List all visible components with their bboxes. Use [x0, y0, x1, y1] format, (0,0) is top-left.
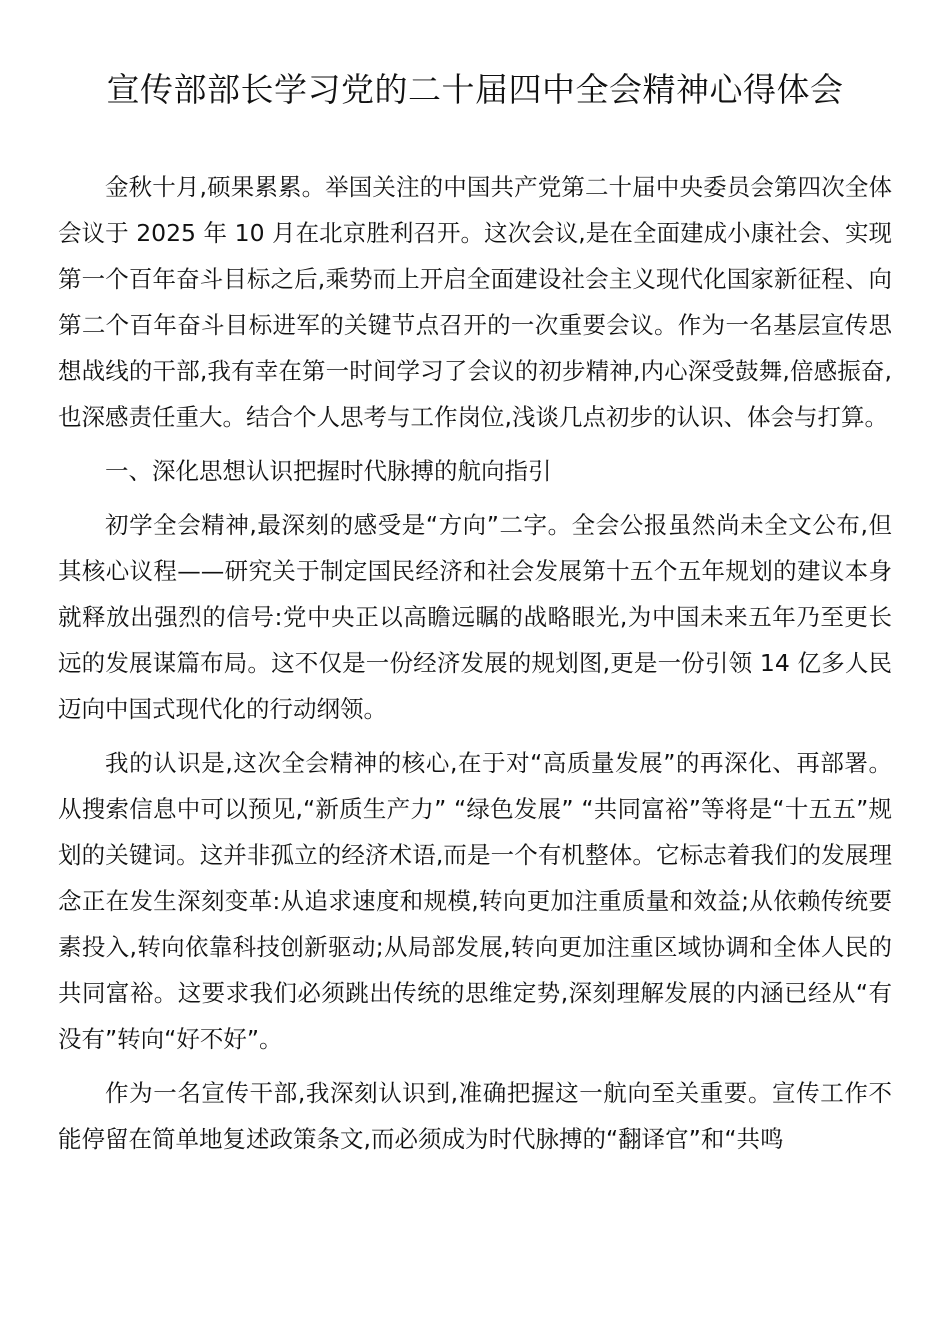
paragraph-direction: 初学全会精神,最深刻的感受是“方向”二字。全会公报虽然尚未全文公布,但其核心议程——研究关于制定国民经济和社会发展第十五个五年规划的建议本身就释放出强烈的信号:党中央正以高瞻远瞩的战略眼光,为中国未来五年乃至更长远的发展谋篇布局。这不仅是一份经济发展的规划图,更是一份引领 14 亿多人民迈向中国式现代化的行动纲领。 [58, 511, 892, 723]
paragraph-intro: 金秋十月,硕果累累。举国关注的中国共产党第二十届中央委员会第四次全体会议于 2025 年 10 月在北京胜利召开。这次会议,是在全面建成小康社会、实现第一个百年奋斗目标之后,乘势而上开启全面建设社会主义现代化国家新征程、向第二个百年奋斗目标进军的关键节点召开的一次重要会议。作为一名基层宣传思想战线的干部,我有幸在第一时间学习了会议的初步精神,内心深受鼓舞,倍感振奋,也深感责任重大。结合个人思考与工作岗位,浅谈几点初步的认识、体会与打算。 [58, 173, 892, 431]
document-body [58, 164, 892, 1170]
paragraph-propaganda-work: 作为一名宣传干部,我深刻认识到,准确把握这一航向至关重要。宣传工作不能停留在简单地复述政策条文,而必须成为时代脉搏的“翻译官”和“共鸣 [58, 1079, 892, 1153]
paragraph-understanding: 我的认识是,这次全会精神的核心,在于对“高质量发展”的再深化、再部署。从搜索信息中可以预见,“新质生产力” “绿色发展” “共同富裕”等将是“十五五”规划的关键词。这并非孤立的经济术语,而是一个有机整体。它标志着我们的发展理念正在发生深刻变革:从追求速度和规模,转向更加注重质量和效益;从依赖传统要素投入,转向依靠科技创新驱动;从局部发展,转向更加注重区域协调和全体人民的共同富裕。这要求我们必须跳出传统的思维定势,深刻理解发展的内涵已经从“有没有”转向“好不好”。 [58, 749, 892, 1053]
document-title: 宣传部部长学习党的二十届四中全会精神心得体会 [106, 70, 844, 109]
section-heading-1: 一、深化思想认识把握时代脉搏的航向指引 [105, 457, 552, 485]
